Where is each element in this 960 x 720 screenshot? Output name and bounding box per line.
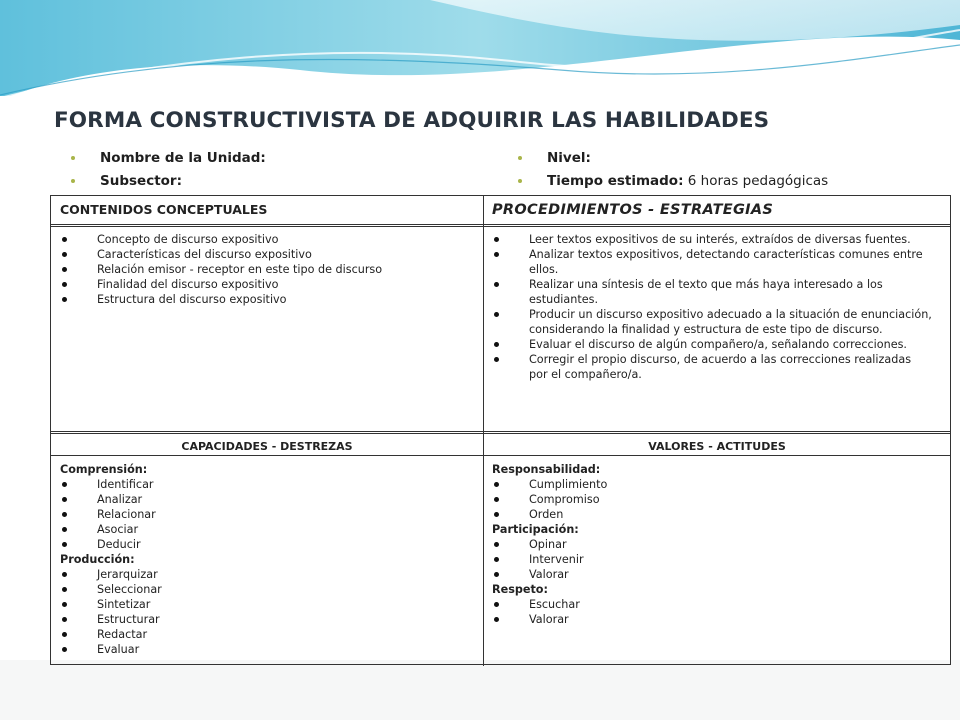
header-wave-decoration (0, 0, 960, 100)
list-item: Evaluar (60, 642, 470, 657)
tiempo-estimado: Tiempo estimado: 6 horas pedagógicas (547, 173, 828, 189)
procedimientos-list (492, 232, 932, 382)
valores-header: VALORES - ACTITUDES (648, 440, 786, 453)
list-item: Escuchar (492, 597, 932, 612)
capacidades-list (60, 462, 470, 657)
group-heading: Participación: (492, 523, 579, 536)
list-item: Leer textos expositivos de su interés, extraídos de diversas fuentes. (492, 232, 932, 247)
procedimientos-header: PROCEDIMIENTOS - ESTRATEGIAS (492, 202, 774, 218)
list-item: Identificar (60, 477, 470, 492)
bullet-icon (71, 156, 75, 160)
list-item: Características del discurso expositivo (60, 247, 470, 262)
group-heading: Respeto: (492, 583, 548, 596)
list-item: Realizar una síntesis de el texto que más haya interesado a los estudiantes. (492, 277, 932, 307)
list-item: Analizar textos expositivos, detectando características comunes entre ellos. (492, 247, 932, 277)
list-item: Estructura del discurso expositivo (60, 292, 470, 307)
footer-band (0, 660, 960, 720)
list-item: Intervenir (492, 552, 932, 567)
list-item: Deducir (60, 537, 470, 552)
group-heading: Comprensión: (60, 463, 148, 476)
planning-table (50, 195, 951, 665)
bullet-icon (71, 179, 75, 183)
bullet-icon (518, 179, 522, 183)
list-item: Relación emisor - receptor en este tipo de discurso (60, 262, 470, 277)
unidad-label: Nombre de la Unidad: (100, 150, 266, 166)
row-divider (51, 224, 950, 227)
list-item: Evaluar el discurso de algún compañero/a, señalando correcciones. (492, 337, 932, 352)
list-item: Orden (492, 507, 932, 522)
list-item: Concepto de discurso expositivo (60, 232, 470, 247)
list-item: Valorar (492, 612, 932, 627)
contenidos-list (60, 232, 470, 307)
row-divider (51, 455, 950, 456)
tiempo-value: 6 horas pedagógicas (683, 173, 829, 189)
valores-list (492, 462, 932, 627)
list-item: Jerarquizar (60, 567, 470, 582)
list-item: Seleccionar (60, 582, 470, 597)
list-item: Finalidad del discurso expositivo (60, 277, 470, 292)
list-item: Producir un discurso expositivo adecuado a la situación de enunciación, considerando la finalidad y estructura de este tipo de discurso. (492, 307, 932, 337)
list-item: Cumplimiento (492, 477, 932, 492)
bullet-icon (518, 156, 522, 160)
subsector-label: Subsector: (100, 173, 182, 189)
capacidades-header: CAPACIDADES - DESTREZAS (181, 440, 353, 453)
list-item: Redactar (60, 627, 470, 642)
list-item: Estructurar (60, 612, 470, 627)
list-item: Relacionar (60, 507, 470, 522)
list-item: Asociar (60, 522, 470, 537)
nivel-label: Nivel: (547, 150, 591, 166)
list-item: Corregir el propio discurso, de acuerdo a las correcciones realizadas por el compañero/a. (492, 352, 932, 382)
list-item: Analizar (60, 492, 470, 507)
group-heading: Responsabilidad: (492, 463, 601, 476)
list-item: Compromiso (492, 492, 932, 507)
group-heading: Producción: (60, 553, 135, 566)
page-title: FORMA CONSTRUCTIVISTA DE ADQUIRIR LAS HABILIDADES (54, 108, 770, 133)
row-divider (51, 431, 950, 434)
contenidos-header: CONTENIDOS CONCEPTUALES (60, 202, 268, 217)
list-item: Opinar (492, 537, 932, 552)
list-item: Valorar (492, 567, 932, 582)
list-item: Sintetizar (60, 597, 470, 612)
